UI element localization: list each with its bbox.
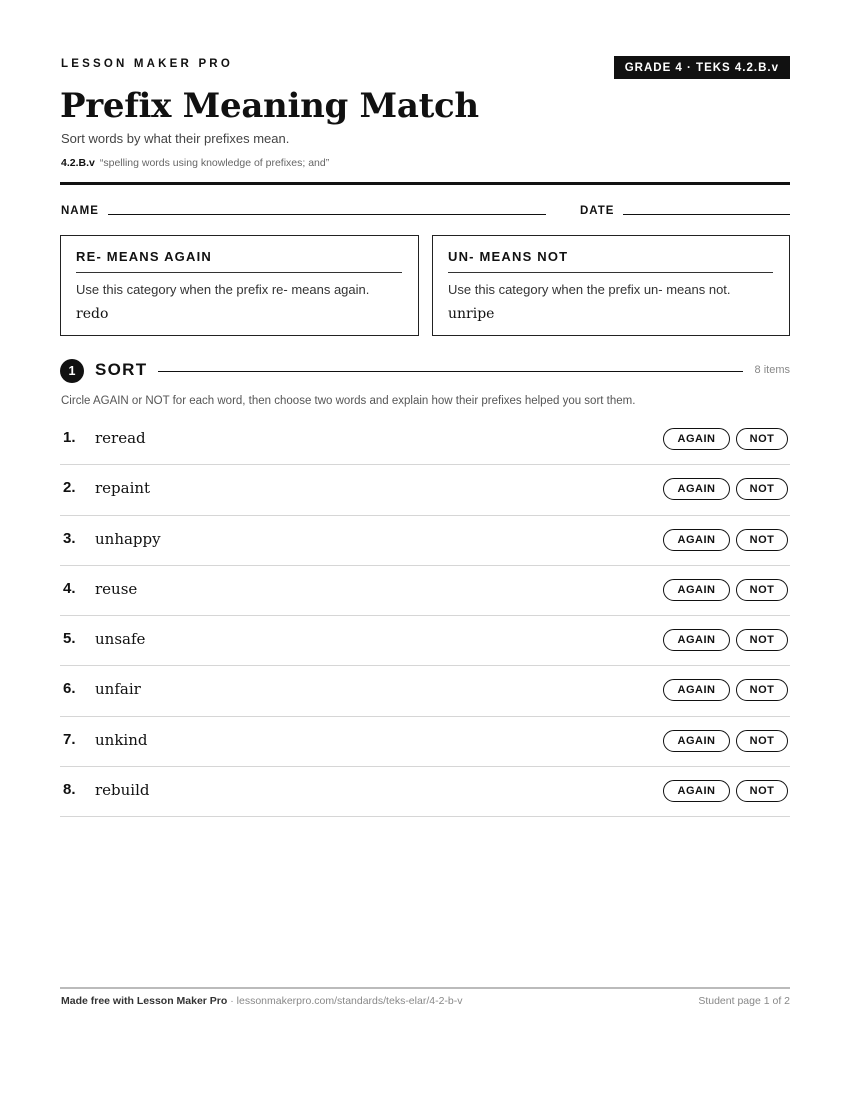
not-option[interactable]: NOT	[736, 679, 788, 701]
again-option[interactable]: AGAIN	[663, 428, 730, 450]
date-label: DATE	[580, 205, 615, 217]
again-option[interactable]: AGAIN	[663, 679, 730, 701]
item-number: 3.	[63, 529, 76, 547]
footer-url[interactable]: lessonmakerpro.com/standards/teks-elar/4-2-b-v	[236, 995, 463, 1007]
list-item	[60, 666, 790, 716]
category-box-again	[60, 235, 419, 336]
section-divider	[158, 371, 743, 372]
category-description: Use this category when the prefix re- means again.	[76, 282, 370, 297]
not-option[interactable]: NOT	[736, 780, 788, 802]
name-field[interactable]	[108, 214, 546, 215]
category-box-not	[432, 235, 790, 336]
list-item	[60, 767, 790, 817]
not-option[interactable]: NOT	[736, 428, 788, 450]
item-number: 5.	[63, 630, 76, 648]
item-word: rebuild	[95, 781, 150, 800]
section-number-badge: 1	[60, 359, 84, 383]
category-description: Use this category when the prefix un- means not.	[448, 282, 731, 297]
item-number: 4.	[63, 579, 76, 597]
again-option[interactable]: AGAIN	[663, 780, 730, 802]
brand-name: LESSON MAKER PRO	[61, 58, 233, 70]
item-word: unhappy	[95, 529, 161, 548]
not-option[interactable]: NOT	[736, 579, 788, 601]
category-divider	[448, 272, 773, 273]
item-word: unkind	[95, 730, 148, 749]
again-option[interactable]: AGAIN	[663, 529, 730, 551]
again-option[interactable]: AGAIN	[663, 730, 730, 752]
standard-reference	[61, 157, 329, 169]
item-word: unfair	[95, 680, 141, 699]
standard-text: “spelling words using knowledge of prefixes; and”	[99, 157, 330, 169]
footer-separator: ·	[227, 995, 237, 1007]
grade-badge: GRADE 4 · TEKS 4.2.B.v	[614, 56, 790, 79]
header-divider	[60, 182, 790, 185]
category-example: unripe	[448, 306, 495, 322]
name-label: NAME	[61, 205, 99, 217]
again-option[interactable]: AGAIN	[663, 478, 730, 500]
item-number: 7.	[63, 730, 76, 748]
worksheet-subtitle: Sort words by what their prefixes mean.	[61, 131, 290, 146]
list-item	[60, 616, 790, 666]
item-word: reread	[95, 429, 146, 447]
list-item	[60, 717, 790, 767]
item-count: 8 items	[754, 364, 790, 376]
list-item	[60, 516, 790, 566]
item-word: repaint	[95, 479, 151, 498]
not-option[interactable]: NOT	[736, 629, 788, 651]
date-field[interactable]	[623, 214, 790, 215]
worksheet-title: Prefix Meaning Match	[60, 86, 479, 126]
standard-code: 4.2.B.v	[61, 157, 95, 169]
item-number: 8.	[63, 781, 76, 799]
item-number: 2.	[63, 479, 76, 497]
category-title: RE- MEANS AGAIN	[76, 249, 212, 264]
not-option[interactable]: NOT	[736, 529, 788, 551]
not-option[interactable]: NOT	[736, 730, 788, 752]
list-item	[60, 415, 790, 465]
again-option[interactable]: AGAIN	[663, 629, 730, 651]
item-word: unsafe	[95, 630, 146, 649]
list-item	[60, 465, 790, 515]
item-number: 6.	[63, 680, 76, 698]
item-number: 1.	[63, 429, 76, 446]
not-option[interactable]: NOT	[736, 478, 788, 500]
list-item	[60, 566, 790, 616]
category-example: redo	[76, 306, 109, 322]
sort-list	[60, 415, 790, 817]
again-option[interactable]: AGAIN	[663, 579, 730, 601]
category-title: UN- MEANS NOT	[448, 249, 569, 264]
item-word: reuse	[95, 579, 138, 598]
category-divider	[76, 272, 402, 273]
section-instructions: Circle AGAIN or NOT for each word, then choose two words and explain how their prefixes helped you sort them.	[61, 395, 636, 407]
page-indicator: Student page 1 of 2	[698, 995, 790, 1007]
footer-credit	[61, 995, 463, 1007]
made-with-text: Made free with Lesson Maker Pro	[61, 995, 228, 1007]
footer-divider	[60, 987, 790, 989]
section-title: SORT	[95, 360, 148, 379]
